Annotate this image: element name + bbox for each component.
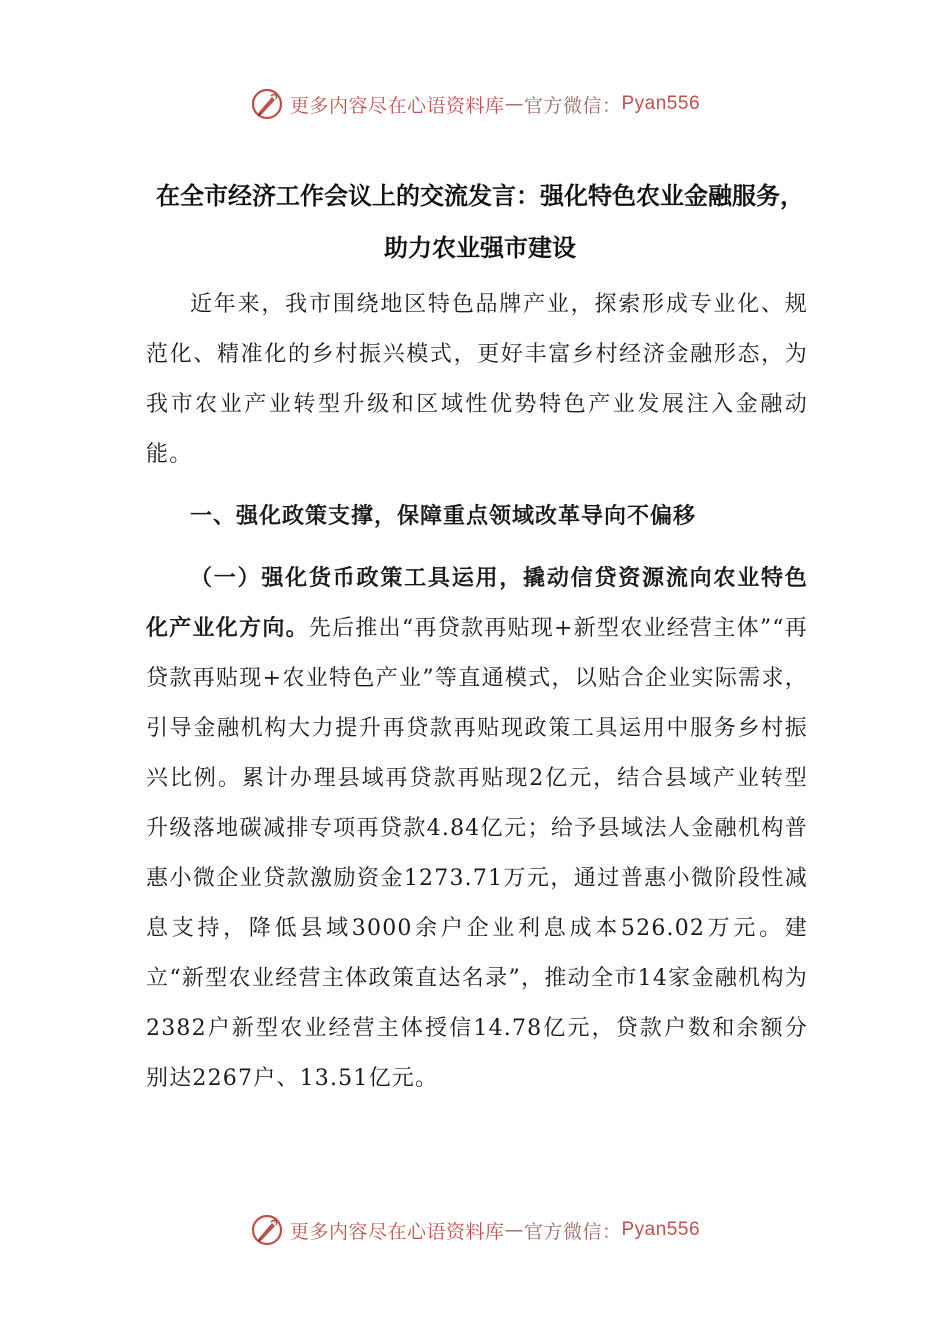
watermark-text: 更多内容尽在心语资料库 [289,1220,505,1243]
pen-circle-logo-icon [250,87,284,121]
document-body [146,280,808,1104]
subsection-body: 先后推出“再贷款再贴现+新型农业经营主体”“再贷款再贴现+农业特色产业”等直通模式，以贴合企业实际需求，引导金融机构大力提升再贷款再贴现政策工具运用中服务乡村振兴比例。累计办理县域再贷款再贴现2亿元，结合县域产业转型升级落地碳减排专项再贷款4.84亿元；给予县域法人金融机构普惠小微企业贷款激励资金1273.71万元，通过普惠小微阶段性减息支持，降低县域3000余户企业利息成本526.02万元。建立“新型农业经营主体政策直达名录”，推动全市14家金融机构为2382户新型农业经营主体授信14.78亿元，贷款户数和余额分别达2267户、13.51亿元。 [146,616,808,1091]
footer-watermark [0,1210,950,1250]
watermark-wechat-label: 官方微信： [523,1220,622,1243]
pen-circle-logo-icon [250,1213,284,1247]
section-heading: 一、强化政策支撑，保障重点领域改革导向不偏移 [190,504,697,529]
watermark-dash: — [504,93,524,115]
watermark-dash: — [504,1219,524,1241]
watermark-text: 更多内容尽在心语资料库 [289,94,505,117]
document-title: 在全市经济工作会议上的交流发言：强化特色农业金融服务，助力农业强市建设 [156,182,804,262]
watermark-wechat-label: 官方微信： [523,94,622,117]
header-watermark [0,84,950,124]
subsection-paragraph [146,554,808,1104]
watermark-wechat-id: Pyan556 [621,1219,701,1240]
subsection-lead: （一）强化货币政策工具运用，撬动信贷资源流向农业特色化产业化方向。 [146,566,808,641]
watermark-wechat-id: Pyan556 [621,93,701,114]
intro-paragraph: 近年来，我市围绕地区特色品牌产业，探索形成专业化、规范化、精准化的乡村振兴模式，更好丰富乡村经济金融形态，为我市农业产业转型升级和区域性优势特色产业发展注入金融动能。 [146,292,808,467]
